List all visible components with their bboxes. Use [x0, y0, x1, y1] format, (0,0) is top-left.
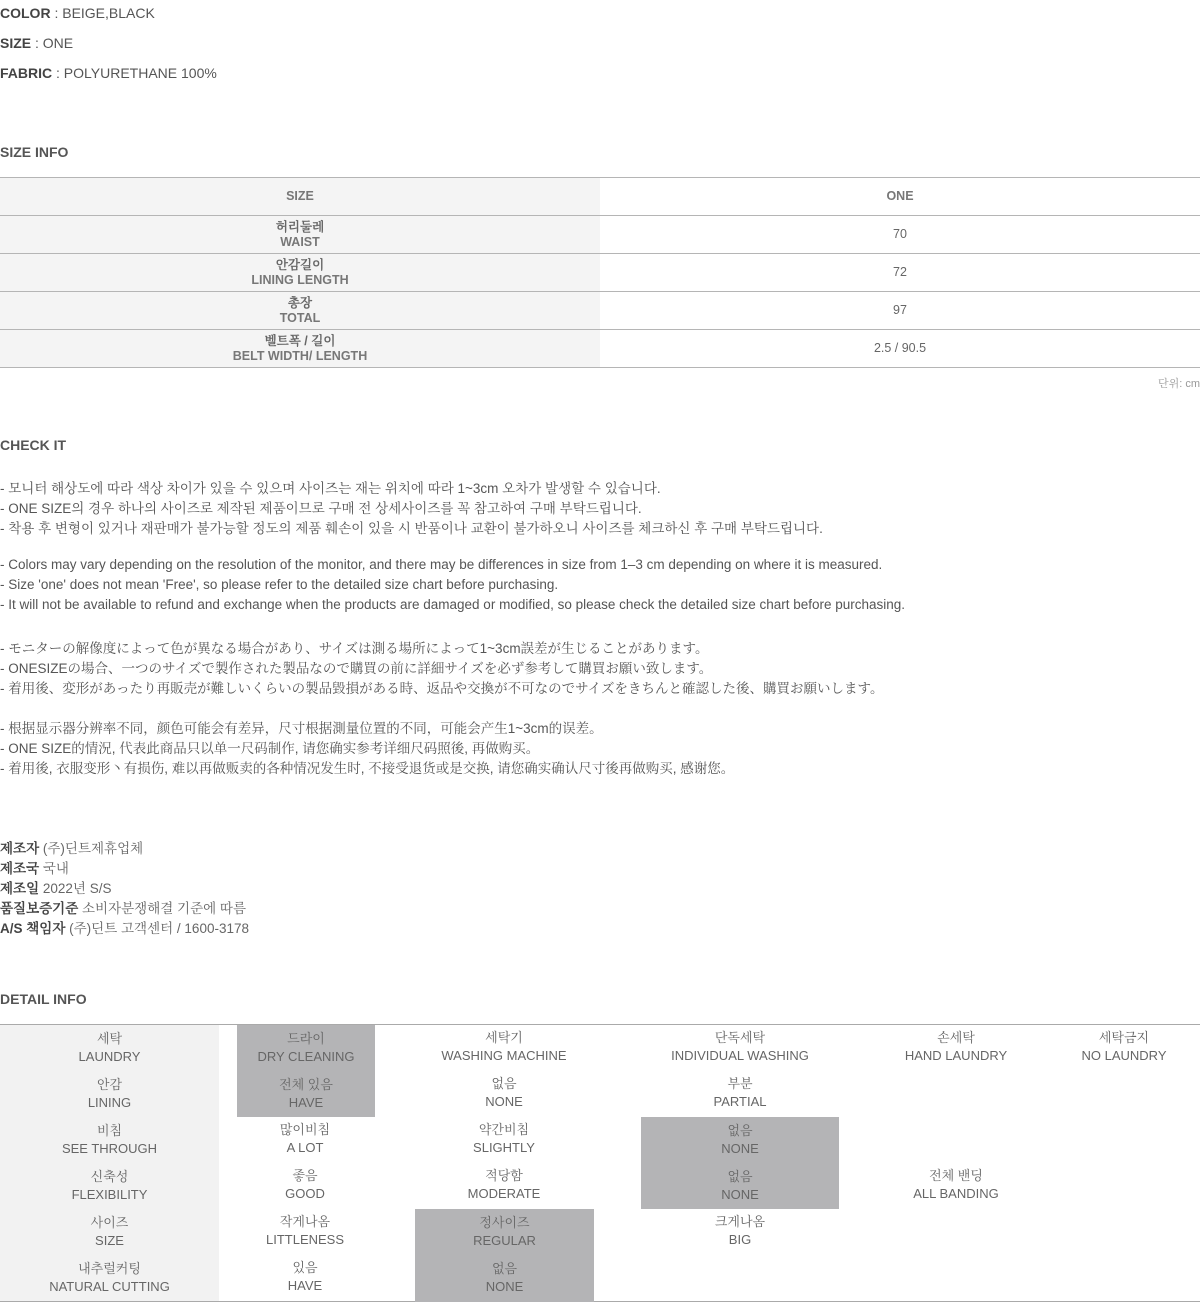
detail-option: 세탁금지 NO LAUNDRY — [1081, 1030, 1167, 1063]
detail-option: 크게나옴 BIG — [714, 1214, 766, 1247]
detail-option-selected: 드라이 DRY CLEANING — [257, 1031, 355, 1064]
table-row — [0, 216, 1200, 254]
size-row-value: 2.5 / 90.5 — [600, 330, 1200, 368]
detail-option: 약간비침 SLIGHTLY — [473, 1122, 535, 1155]
size-header-label: SIZE — [0, 178, 600, 216]
detail-option-selected: 전체 있음 HAVE — [279, 1077, 333, 1110]
detail-option: 적당함 MODERATE — [467, 1168, 541, 1201]
size-row-value: 70 — [600, 216, 1200, 254]
check-line: - 根据显示器分辨率不同，颜色可能会有差异，尺寸根据測量位置的不同，可能会产生1~3cm的误差。 — [0, 721, 603, 736]
check-line: - ONE SIZE的情況, 代表此商品只以单一尺码制作, 请您确实参考详细尺码照後, 再做购买。 — [0, 741, 540, 756]
size-row-value: 97 — [600, 292, 1200, 330]
size-info-title: SIZE INFO — [0, 144, 69, 160]
check-line: - 착용 후 변형이 있거나 재판매가 불가능할 정도의 제품 훼손이 있을 시 반품이나 교환이 불가하오니 사이즈를 체크하신 후 구매 부탁드립니다. — [0, 521, 823, 536]
table-row — [0, 254, 1200, 292]
spec-size: SIZE : ONE — [0, 35, 74, 51]
detail-category: 세탁 LAUNDRY — [78, 1031, 141, 1064]
spec-fabric: FABRIC : POLYURETHANE 100% — [0, 65, 217, 81]
table-row — [0, 330, 1200, 368]
detail-category: 사이즈 SIZE — [90, 1215, 129, 1248]
size-unit: 단위: cm — [1157, 378, 1200, 390]
detail-option: 있음 HAVE — [287, 1260, 323, 1293]
size-table-header — [0, 178, 1200, 216]
detail-option: 전체 밴딩 ALL BANDING — [913, 1168, 999, 1201]
check-line: - モニターの解像度によって色が異なる場合があり、サイズは測る場所によって1~3cm誤差が生じることがあります。 — [0, 641, 709, 656]
check-line: - Size 'one' does not mean 'Free', so please refer to the detailed size chart before purchasing. — [0, 577, 559, 592]
detail-option-selected: 없음 NONE — [485, 1261, 524, 1294]
size-row-label: 허리둘레 WAIST — [0, 216, 600, 254]
size-row-label: 총장 TOTAL — [0, 292, 600, 330]
manufacturer-line: 제조자 (주)딘트제휴업체 — [0, 841, 144, 856]
table-row — [0, 292, 1200, 330]
check-line: - 着用後, 衣服变形丶有损伤, 难以再做贩卖的各种情况发生时, 不接受退货或是交换, 请您确实确认尺寸後再做购买, 感谢您。 — [0, 761, 735, 776]
detail-info-title: DETAIL INFO — [0, 991, 87, 1007]
detail-option: 단독세탁 INDIVIDUAL WASHING — [671, 1030, 809, 1063]
detail-category: 비침 SEE THROUGH — [61, 1123, 158, 1156]
check-line: - Colors may vary depending on the resolution of the monitor, and there may be differences in size from 1–3 cm depending on where it is measured. — [0, 557, 883, 572]
detail-option: 작게나옴 LITTLENESS — [265, 1214, 345, 1247]
detail-option-selected: 없음 NONE — [721, 1169, 759, 1202]
size-row-label: 안감길이 LINING LENGTH — [0, 254, 600, 292]
detail-table — [0, 1024, 1200, 1302]
detail-option-selected: 정사이즈 REGULAR — [473, 1215, 536, 1248]
size-header-value: ONE — [600, 178, 1200, 216]
check-line: - 모니터 해상도에 따라 색상 차이가 있을 수 있으며 사이즈는 재는 위치에 따라 1~3cm 오차가 발생할 수 있습니다. — [0, 481, 661, 496]
check-it-title: CHECK IT — [0, 437, 67, 453]
detail-category: 안감 LINING — [87, 1077, 132, 1110]
quality-line: 품질보증기준 소비자분쟁해결 기준에 따름 — [0, 901, 246, 916]
detail-option: 세탁기 WASHING MACHINE — [441, 1030, 567, 1063]
detail-option: 좋음 GOOD — [285, 1168, 325, 1201]
as-line: A/S 책임자 (주)딘트 고객센터 / 1600-3178 — [0, 921, 249, 936]
check-line: - 着用後、変形があったり再販売が難しいくらいの製品毀損がある時、返品や交換が不可なのでサイズをきちんと確認した後、購買お願いします。 — [0, 681, 884, 696]
spec-color: COLOR : BEIGE,BLACK — [0, 5, 155, 21]
detail-option: 많이비침 A LOT — [279, 1122, 331, 1155]
detail-option: 없음 NONE — [485, 1076, 523, 1109]
date-line: 제조일 2022년 S/S — [0, 881, 112, 896]
size-table — [0, 177, 1200, 368]
detail-option: 부분 PARTIAL — [713, 1076, 767, 1109]
detail-category: 내추럴커팅 NATURAL CUTTING — [49, 1261, 170, 1294]
size-row-label: 벨트폭 / 길이 BELT WIDTH/ LENGTH — [0, 330, 600, 368]
size-row-value: 72 — [600, 254, 1200, 292]
check-line: - It will not be available to refund and exchange when the products are damaged or modified, so please check the detailed size chart before purchasing. — [0, 597, 906, 612]
country-line: 제조국 국내 — [0, 861, 69, 876]
check-line: - ONESIZEの場合、一つのサイズで製作された製品なので購買の前に詳細サイズを必ず参考して購買お願い致します。 — [0, 661, 713, 676]
check-line: - ONE SIZE의 경우 하나의 사이즈로 제작된 제품이므로 구매 전 상세사이즈를 꼭 참고하여 구매 부탁드립니다. — [0, 501, 642, 516]
detail-option-selected: 없음 NONE — [721, 1123, 759, 1156]
detail-option: 손세탁 HAND LAUNDRY — [904, 1030, 1008, 1063]
detail-category: 신축성 FLEXIBILITY — [71, 1169, 148, 1202]
